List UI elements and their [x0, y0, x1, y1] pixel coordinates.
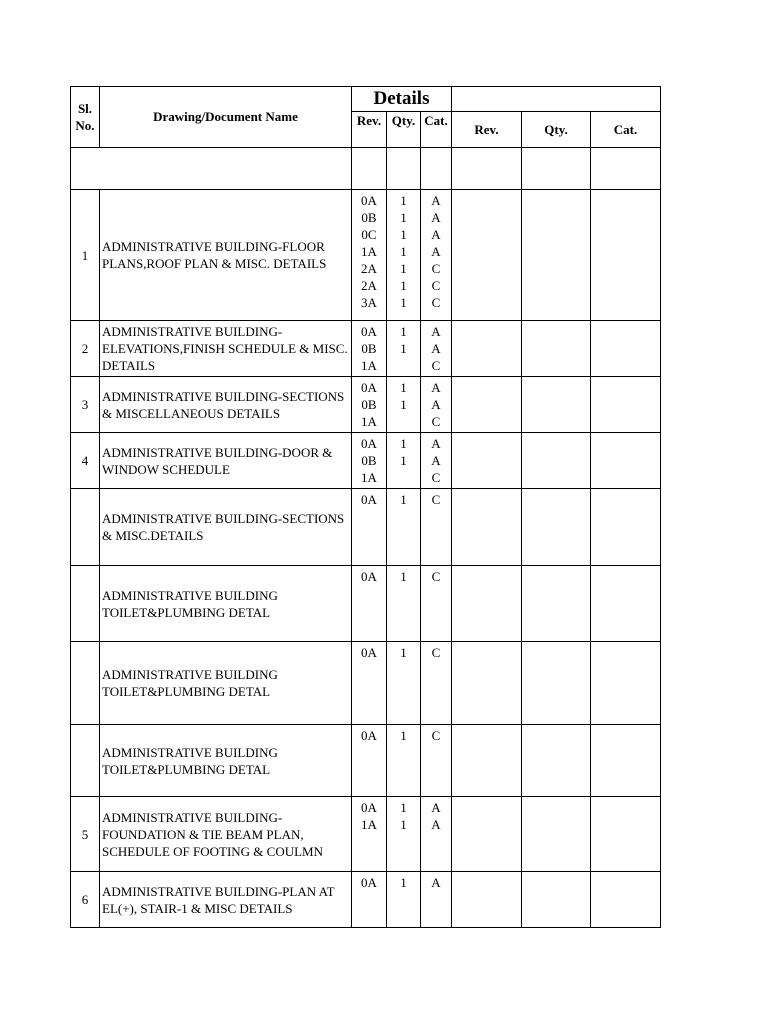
rev-cell [352, 872, 387, 928]
table-row [71, 433, 661, 489]
empty-cell [591, 190, 661, 321]
sl-no-header: Sl. No. [71, 87, 100, 148]
cat-value: C [431, 278, 441, 293]
qty-value: 1 [400, 278, 407, 293]
empty-cell [522, 377, 591, 433]
qty-header-2: Qty. [522, 112, 591, 148]
rev-cell [352, 433, 387, 489]
cat-value: C [431, 492, 441, 507]
rev-value: 1A [361, 414, 377, 429]
cat-cell [421, 797, 452, 872]
cat-cell [421, 433, 452, 489]
qty-value: 1 [400, 728, 407, 743]
empty-cell [591, 377, 661, 433]
qty-value: 1 [400, 875, 407, 890]
qty-value: 1 [400, 800, 407, 815]
cat-value: A [431, 210, 441, 225]
rev-value: 1A [361, 244, 377, 259]
drawing-name-cell: ADMINISTRATIVE BUILDING-ELEVATIONS,FINISH SCHEDULE & MISC. DETAILS [100, 321, 352, 377]
rev-value: 0C [361, 227, 377, 242]
blank-cell [522, 148, 591, 190]
drawing-register-table [70, 86, 661, 928]
rev-cell [352, 190, 387, 321]
table-row [71, 489, 661, 566]
blank-cell [352, 148, 387, 190]
qty-value: 1 [400, 397, 407, 412]
sl-no-cell [71, 642, 100, 725]
drawing-name-header: Drawing/Document Name [100, 87, 352, 148]
empty-cell [591, 566, 661, 642]
rev-value: 0A [361, 800, 377, 815]
cat-value: C [431, 414, 441, 429]
empty-cell [591, 489, 661, 566]
cat-cell [421, 321, 452, 377]
cat-value: C [431, 470, 441, 485]
qty-header: Qty. [387, 112, 421, 148]
rev-cell [352, 642, 387, 725]
empty-cell [522, 190, 591, 321]
rev-cell [352, 377, 387, 433]
rev-value: 0B [361, 453, 377, 468]
table-row [71, 725, 661, 797]
drawing-name-cell: ADMINISTRATIVE BUILDING-DOOR & WINDOW SCHEDULE [100, 433, 352, 489]
rev-header: Rev. [352, 112, 387, 148]
empty-cell [591, 642, 661, 725]
qty-value: 1 [400, 436, 407, 451]
blank-cell [387, 148, 421, 190]
blank-cell [71, 148, 352, 190]
table-row [71, 321, 661, 377]
qty-value: 1 [400, 244, 407, 259]
sl-no-cell: 1 [71, 190, 100, 321]
qty-cell [387, 321, 421, 377]
blank-cell [591, 148, 661, 190]
rev-value: 0A [361, 569, 377, 584]
qty-value: 1 [400, 324, 407, 339]
blank-cell [452, 148, 522, 190]
empty-cell [591, 321, 661, 377]
sl-no-cell [71, 725, 100, 797]
sl-no-cell: 2 [71, 321, 100, 377]
cat-value: A [431, 436, 441, 451]
cat-value: C [431, 728, 441, 743]
sl-no-cell [71, 489, 100, 566]
rev-value: 0A [361, 324, 377, 339]
qty-value: 1 [400, 210, 407, 225]
right-group-header [452, 87, 661, 112]
rev-value: 3A [361, 295, 377, 310]
cat-cell [421, 872, 452, 928]
drawing-name-cell: ADMINISTRATIVE BUILDING TOILET&PLUMBING DETAL [100, 642, 352, 725]
qty-cell [387, 489, 421, 566]
qty-value: 1 [400, 295, 407, 310]
empty-cell [522, 489, 591, 566]
header-row-top [71, 87, 661, 112]
rev-cell [352, 725, 387, 797]
rev-cell [352, 489, 387, 566]
empty-cell [452, 566, 522, 642]
empty-cell [522, 797, 591, 872]
empty-cell [452, 642, 522, 725]
rev-value: 0A [361, 492, 377, 507]
cat-header-2: Cat. [591, 112, 661, 148]
qty-value: 1 [400, 261, 407, 276]
empty-cell [522, 725, 591, 797]
empty-cell [522, 566, 591, 642]
table-row [71, 566, 661, 642]
drawing-name-cell: ADMINISTRATIVE BUILDING TOILET&PLUMBING DETAL [100, 566, 352, 642]
cat-cell [421, 566, 452, 642]
sl-no-cell: 5 [71, 797, 100, 872]
sl-no-cell: 4 [71, 433, 100, 489]
rev-value: 1A [361, 817, 377, 832]
qty-cell [387, 642, 421, 725]
qty-cell [387, 797, 421, 872]
cat-value: A [431, 875, 441, 890]
qty-cell [387, 725, 421, 797]
empty-cell [522, 321, 591, 377]
rev-value: 0A [361, 380, 377, 395]
cat-cell [421, 377, 452, 433]
cat-value: A [431, 324, 441, 339]
blank-row [71, 148, 661, 190]
cat-value: A [431, 193, 441, 208]
qty-value: 1 [400, 380, 407, 395]
rev-value: 0B [361, 341, 377, 356]
empty-cell [522, 872, 591, 928]
table-row [71, 642, 661, 725]
drawing-name-cell: ADMINISTRATIVE BUILDING-FLOOR PLANS,ROOF PLAN & MISC. DETAILS [100, 190, 352, 321]
empty-cell [452, 377, 522, 433]
cat-value: A [431, 817, 441, 832]
rev-value: 0A [361, 645, 377, 660]
qty-cell [387, 872, 421, 928]
empty-cell [452, 725, 522, 797]
qty-value: 1 [400, 569, 407, 584]
qty-value: 1 [400, 817, 407, 832]
cat-header: Cat. [421, 112, 452, 148]
rev-value: 2A [361, 278, 377, 293]
cat-value: C [431, 261, 441, 276]
table-row [71, 872, 661, 928]
drawing-name-cell: ADMINISTRATIVE BUILDING-SECTIONS & MISCELLANEOUS DETAILS [100, 377, 352, 433]
rev-value: 1A [361, 358, 377, 373]
drawing-name-cell: ADMINISTRATIVE BUILDING-SECTIONS & MISC.DETAILS [100, 489, 352, 566]
table-row [71, 377, 661, 433]
drawing-name-cell: ADMINISTRATIVE BUILDING-FOUNDATION & TIE BEAM PLAN, SCHEDULE OF FOOTING & COULMN [100, 797, 352, 872]
empty-cell [591, 433, 661, 489]
rev-value: 0A [361, 875, 377, 890]
sl-no-cell: 6 [71, 872, 100, 928]
sl-no-cell [71, 566, 100, 642]
qty-value: 1 [400, 453, 407, 468]
empty-cell [452, 797, 522, 872]
drawing-name-cell: ADMINISTRATIVE BUILDING-PLAN AT EL(+), STAIR-1 & MISC DETAILS [100, 872, 352, 928]
drawing-name-cell: ADMINISTRATIVE BUILDING TOILET&PLUMBING DETAL [100, 725, 352, 797]
rev-value: 0A [361, 436, 377, 451]
empty-cell [591, 797, 661, 872]
empty-cell [452, 190, 522, 321]
rev-value: 0B [361, 397, 377, 412]
empty-cell [522, 642, 591, 725]
cat-value: A [431, 227, 441, 242]
rev-header-2: Rev. [452, 112, 522, 148]
sl-no-cell: 3 [71, 377, 100, 433]
cat-value: C [431, 358, 441, 373]
qty-cell [387, 433, 421, 489]
cat-cell [421, 725, 452, 797]
cat-value: A [431, 380, 441, 395]
rev-cell [352, 566, 387, 642]
blank-cell [421, 148, 452, 190]
table-body [71, 190, 661, 928]
cat-value: C [431, 569, 441, 584]
cat-cell [421, 489, 452, 566]
empty-cell [452, 489, 522, 566]
cat-value: A [431, 453, 441, 468]
qty-cell [387, 566, 421, 642]
rev-value: 0A [361, 193, 377, 208]
qty-cell [387, 190, 421, 321]
cat-value: C [431, 295, 441, 310]
empty-cell [522, 433, 591, 489]
rev-cell [352, 797, 387, 872]
rev-value: 2A [361, 261, 377, 276]
qty-value: 1 [400, 227, 407, 242]
qty-cell [387, 377, 421, 433]
empty-cell [452, 321, 522, 377]
cat-value: A [431, 341, 441, 356]
table-row [71, 190, 661, 321]
rev-value: 0B [361, 210, 377, 225]
empty-cell [452, 433, 522, 489]
cat-cell [421, 190, 452, 321]
empty-cell [591, 725, 661, 797]
qty-value: 1 [400, 492, 407, 507]
cat-value: C [431, 645, 441, 660]
rev-value: 1A [361, 470, 377, 485]
table-row [71, 797, 661, 872]
qty-value: 1 [400, 341, 407, 356]
rev-cell [352, 321, 387, 377]
cat-value: A [431, 244, 441, 259]
details-header: Details [352, 87, 452, 112]
empty-cell [591, 872, 661, 928]
cat-value: A [431, 397, 441, 412]
qty-value: 1 [400, 645, 407, 660]
empty-cell [452, 872, 522, 928]
rev-value: 0A [361, 728, 377, 743]
cat-cell [421, 642, 452, 725]
cat-value: A [431, 800, 441, 815]
qty-value: 1 [400, 193, 407, 208]
